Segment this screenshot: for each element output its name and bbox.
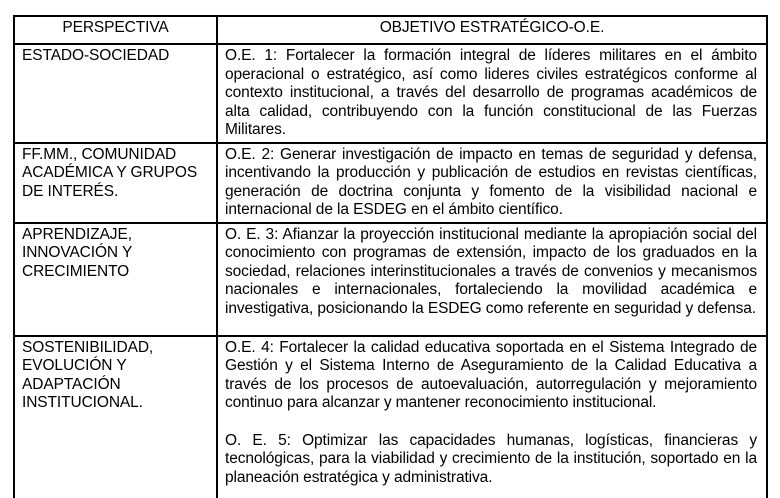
objective-cell xyxy=(217,223,767,336)
perspective-cell: SOSTENIBILIDAD, EVOLUCIÓN Y ADAPTACIÓN INSTITUCIONAL. xyxy=(14,336,217,498)
objective-text-oe2: O.E. 2: Generar investigación de impacto en temas de seguridad y defensa, incentivando la producción y publicación de estudios en revistas científicas, generación de doctrina conjunta y fomento de la visibilidad nacional e internacional de la ESDEG en el ámbito científico. xyxy=(225,145,757,218)
table-head xyxy=(14,16,767,44)
table-header-row xyxy=(14,16,767,44)
table-row-sostenibilidad xyxy=(14,336,767,498)
strategic-objectives-table xyxy=(13,15,768,498)
col-header-perspectiva: PERSPECTIVA xyxy=(14,16,217,44)
objective-cell xyxy=(217,44,767,143)
col-header-objetivo-estrategico: OBJETIVO ESTRATÉGICO-O.E. xyxy=(217,16,767,44)
table-row-ffmm-comunidad xyxy=(14,143,767,223)
objective-text-oe4: O.E. 4: Fortalecer la calidad educativa soportada en el Sistema Integrado de Gestión y el Sistema Interno de Aseguramiento de la Calidad Educativa a través de los procesos de autoevaluación, autorregulación y mejoramiento continuo para alcanzar y mantener reconocimiento institucional. xyxy=(225,338,757,411)
table-row-estado-sociedad xyxy=(14,44,767,143)
table-body xyxy=(14,44,767,498)
perspective-cell: APRENDIZAJE, INNOVACIÓN Y CRECIMIENTO xyxy=(14,223,217,336)
objective-cell xyxy=(217,143,767,223)
objective-text-oe1: O.E. 1: Fortalecer la formación integral de líderes militares en el ámbito operacional o estratégico, así como lideres civiles estratégicos conforme al contexto institucional, a través del desarrollo de programas académicos de alta calidad, contribuyendo con la función constitucional de las Fuerzas Militares. xyxy=(225,47,757,138)
objective-text-oe3: O. E. 3: Afianzar la proyección institucional mediante la apropiación social del conocimiento con programas de extensión, impacto de los graduados en la sociedad, relaciones interinstitucionales a través de convenios y mecanismos nacionales e internacionales, fortaleciendo la movilidad académica e investigativa, posicionando la ESDEG como referente en seguridad y defensa. xyxy=(225,225,757,317)
perspective-cell: ESTADO-SOCIEDAD xyxy=(14,44,217,143)
objective-text-oe5: O. E. 5: Optimizar las capacidades humanas, logísticas, financieras y tecnológicas, para la viabilidad y crecimiento de la institución, soportado en la planeación estratégica y administrativa. xyxy=(225,431,757,486)
table-row-aprendizaje xyxy=(14,223,767,336)
objective-cell xyxy=(217,336,767,498)
perspective-cell: FF.MM., COMUNIDAD ACADÉMICA Y GRUPOS DE INTERÉS. xyxy=(14,143,217,223)
